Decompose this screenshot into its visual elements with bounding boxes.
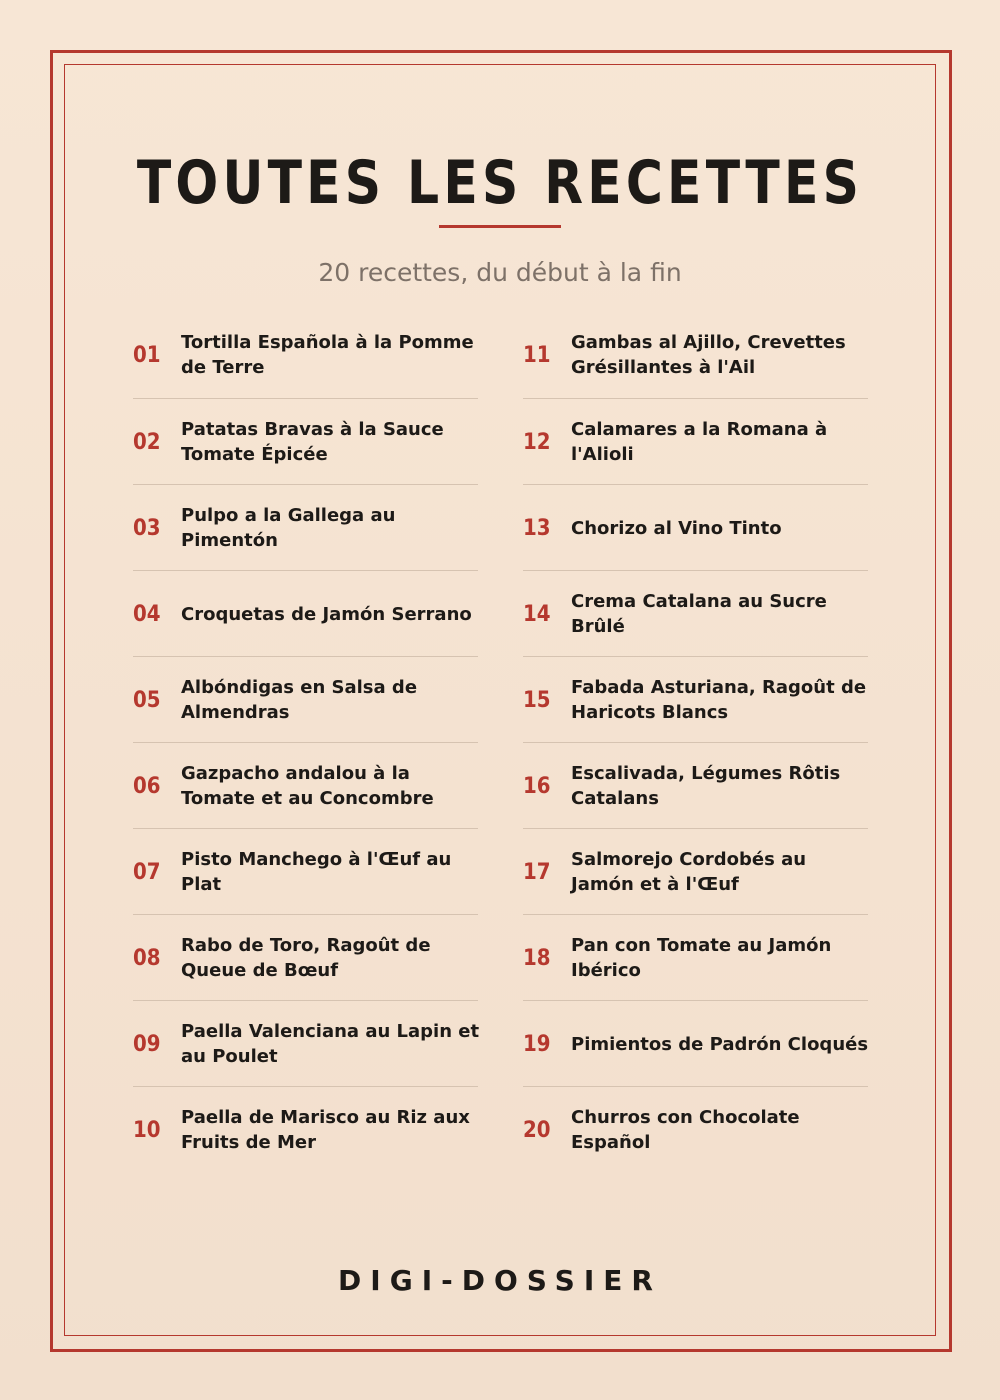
recipe-item	[523, 570, 868, 657]
recipe-item	[523, 484, 868, 571]
recipe-item	[133, 742, 478, 829]
recipe-number: 02	[133, 429, 161, 455]
recipe-item	[133, 656, 478, 743]
recipe-title: Fabada Asturiana, Ragoût de Haricots Blancs	[571, 677, 867, 723]
recipe-title: Calamares a la Romana à l'Alioli	[571, 419, 828, 465]
recipe-number: 19	[523, 1031, 551, 1057]
recipe-title: Gazpacho andalou à la Tomate et au Concombre	[181, 763, 434, 809]
recipe-title: Crema Catalana au Sucre Brûlé	[571, 591, 827, 637]
recipe-title: Croquetas de Jamón Serrano	[181, 603, 472, 625]
recipe-number: 04	[133, 601, 161, 627]
recipe-number: 15	[523, 687, 551, 713]
recipe-number: 08	[133, 945, 161, 971]
recipe-item	[133, 828, 478, 915]
recipe-title: Paella Valenciana au Lapin et au Poulet	[181, 1021, 480, 1067]
recipe-title: Rabo de Toro, Ragoût de Queue de Bœuf	[181, 935, 431, 981]
recipe-number: 03	[133, 515, 161, 541]
recipe-title: Chorizo al Vino Tinto	[571, 517, 782, 539]
recipe-item	[523, 398, 868, 485]
recipe-item	[523, 1086, 868, 1173]
recipe-number: 05	[133, 687, 161, 713]
recipe-title: Salmorejo Cordobés au Jamón et à l'Œuf	[571, 849, 807, 895]
recipe-title: Pan con Tomate au Jamón Ibérico	[571, 935, 832, 981]
recipe-number: 06	[133, 773, 161, 799]
recipe-item	[133, 398, 478, 485]
recipe-title: Albóndigas en Salsa de Almendras	[181, 677, 418, 723]
recipe-title: Patatas Bravas à la Sauce Tomate Épicée	[181, 419, 444, 465]
recipe-number: 16	[523, 773, 551, 799]
recipe-title: Paella de Marisco au Riz aux Fruits de Mer	[181, 1107, 470, 1153]
recipe-title: Tortilla Española à la Pomme de Terre	[181, 332, 474, 378]
recipe-title: Churros con Chocolate Español	[571, 1107, 800, 1153]
recipe-item	[523, 312, 868, 398]
recipe-item	[523, 1000, 868, 1087]
recipe-number: 13	[523, 515, 551, 541]
page-title: TOUTES LES RECETTES	[136, 148, 864, 218]
recipe-number: 09	[133, 1031, 161, 1057]
recipe-title: Pimientos de Padrón Cloqués	[571, 1033, 869, 1055]
recipe-item	[133, 312, 478, 398]
recipe-item	[133, 570, 478, 657]
recipe-number: 18	[523, 945, 551, 971]
recipe-number: 11	[523, 342, 551, 368]
page-subtitle: 20 recettes, du début à la fin	[318, 258, 682, 287]
recipe-item	[523, 828, 868, 915]
recipe-item	[133, 1000, 478, 1087]
recipe-number: 17	[523, 859, 551, 885]
recipe-number: 07	[133, 859, 161, 885]
recipe-title: Gambas al Ajillo, Crevettes Grésillantes à l'Ail	[571, 332, 846, 378]
recipe-title: Escalivada, Légumes Rôtis Catalans	[571, 763, 841, 809]
recipe-number: 14	[523, 601, 551, 627]
recipe-number: 10	[133, 1117, 161, 1143]
recipe-title: Pulpo a la Gallega au Pimentón	[181, 505, 396, 551]
recipe-item	[523, 656, 868, 743]
recipe-item	[133, 484, 478, 571]
recipe-item	[523, 914, 868, 1001]
recipe-number: 20	[523, 1117, 551, 1143]
recipe-item	[523, 742, 868, 829]
recipe-item	[133, 1086, 478, 1173]
recipe-number: 01	[133, 342, 161, 368]
recipe-title: Pisto Manchego à l'Œuf au Plat	[181, 849, 452, 895]
recipe-number: 12	[523, 429, 551, 455]
recipe-item	[133, 914, 478, 1001]
brand-footer: DIGI-DOSSIER	[338, 1264, 662, 1297]
